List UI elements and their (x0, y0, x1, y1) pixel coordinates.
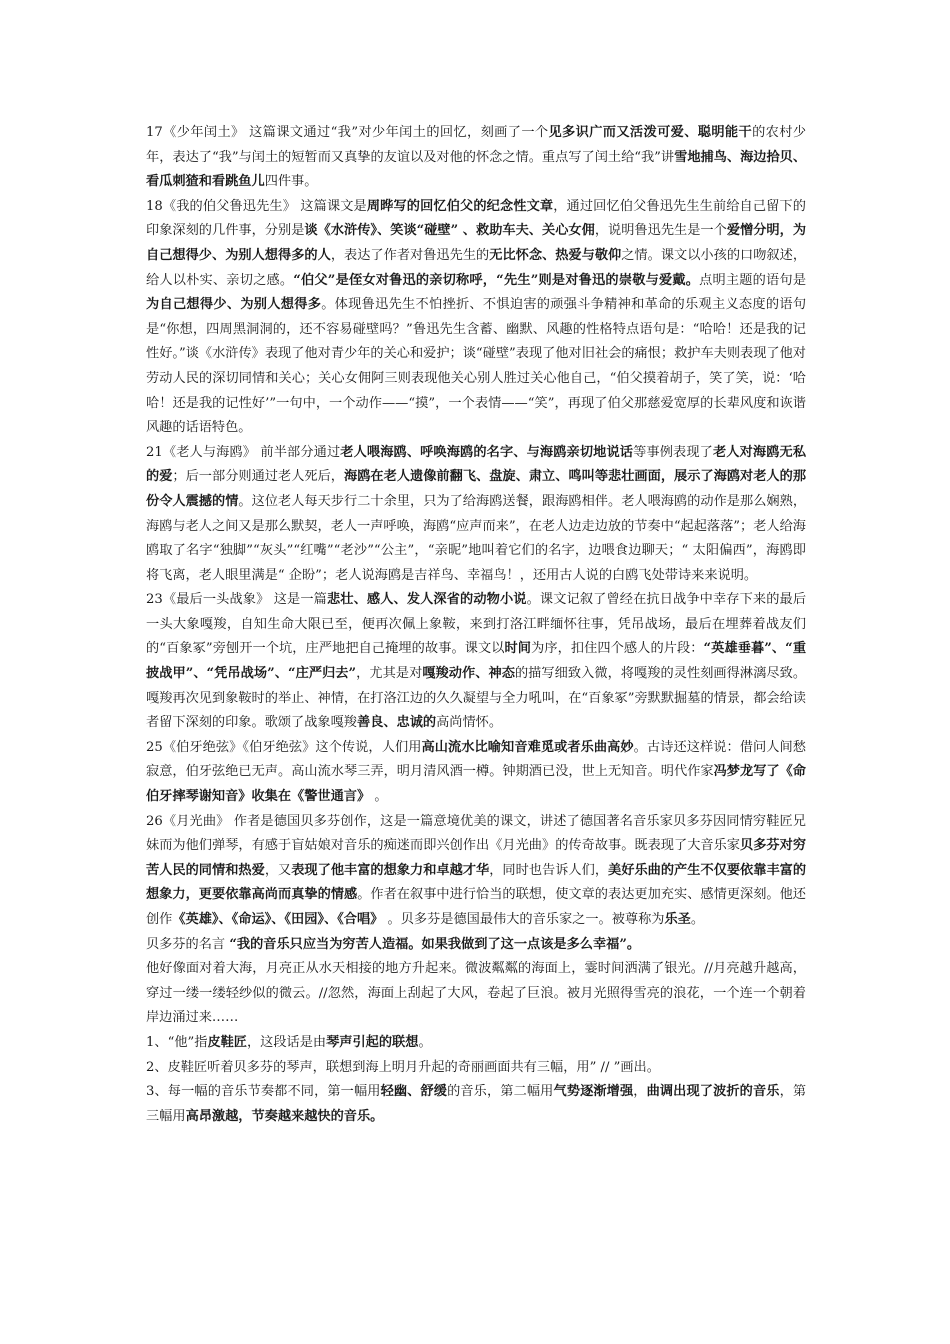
document-body (146, 121, 806, 1129)
bold-text-run: 谈《水浒传》、笑谈“碰壁” 、救助车夫、关心女佣 (304, 223, 595, 239)
bold-text-run: 曲调出现了波折的音乐 (646, 1084, 780, 1100)
text-run: ，这段话是由 (247, 1034, 327, 1050)
text-run: 。 (418, 1034, 432, 1050)
bold-text-run: “英雄垂暮”、“重披战甲”、“凭吊战场”、“庄严归去” (146, 641, 807, 682)
bold-text-run: 气势逐渐增强 (553, 1084, 634, 1100)
para-17-shaonian-runtu (146, 121, 806, 195)
text-run: ，表达了作者对鲁迅先生的 (330, 247, 490, 263)
text-run: 等事例表现了 (633, 444, 713, 460)
text-run: 。古诗还这样说：借问人间愁寂意，伯牙弦绝已无声。高山流水琴三弄，明月清风酒一樽。钟期酒已没，世上无知音。明代作家 (146, 739, 806, 780)
bold-text-run: 嘎羧动作、神态 (422, 666, 515, 682)
para-25-boya-juexian (146, 736, 806, 810)
bold-text-run: 琴声引起的联想 (326, 1034, 419, 1050)
bold-text-run: 爱憎分明，为自己想得少、为别人想得多的人 (146, 223, 807, 263)
text-run: 。体现鲁迅先生不怕挫折、不惧迫害的顽强斗争精神和革命的乐观主义态度的语句是“你想，四周黑洞洞的，还不容易碰壁吗？”鲁迅先生含蓄、幽默、风趣的性格特点语句是：“哈哈！还是我的记性好。”谈《水浒传》表现了他对青少年的关心和爱护；谈“碰壁”表现了他对旧社会的痛恨；救护车夫则表现了他对劳动人民的深切同情和关心；关心女佣阿三则表现他关心别人胜过关心他自己，“伯父摸着胡子，笑了笑，说：‘哈哈！还是我的记性好’”一句中，一个动作——“摸”，一个表情——“笑”，再现了伯父那慈爱宽厚的长辈风度和诙谐风趣的话语特色。 (146, 297, 807, 436)
para-question-1 (146, 1031, 806, 1056)
text-run: 1、“他”指 (146, 1034, 208, 1050)
bold-text-run: 乐圣 (664, 912, 691, 927)
para-26-yueguangqu (146, 810, 806, 933)
text-run: ，通过回忆伯父鲁迅先生生前给自己留下的印象深刻的几件事，分别是 (146, 198, 806, 239)
bold-text-run: 雪地捕鸟、海边拾贝、看瓜刺猹和看跳鱼儿 (146, 149, 807, 190)
para-18-wode-bofu (146, 195, 806, 441)
para-question-3 (146, 1080, 806, 1129)
text-run: ；后一部分则通过老人死后， (172, 469, 345, 485)
text-run: 点明主题的语句是 (699, 272, 807, 288)
text-run: 18《我的伯父鲁迅先生》 这篇课文是 (146, 198, 367, 214)
text-run: 。贝多芬是德国最伟大的音乐家之一。被尊称为 (383, 912, 665, 927)
para-21-laoren-haiou (146, 441, 806, 589)
para-23-zuihou-zhanxiang (146, 588, 806, 736)
text-run: ， (633, 1084, 647, 1100)
bold-text-run: 无比怀念、热爱与敬仰 (489, 247, 622, 263)
text-run: 。 (370, 789, 388, 805)
text-run: 25《伯牙绝弦》《伯牙绝弦》这个传说，人们用 (146, 739, 422, 755)
bold-text-run: 老人对海鸥无私的爱 (146, 444, 807, 485)
bold-text-run: 时间 (504, 641, 532, 657)
text-run: 2、皮鞋匠听着贝多芬的琴声，联想到海上明月升起的奇丽画面共有三幅，用” // ”画出。 (146, 1059, 660, 1075)
text-run: 3、每一幅的音乐节奏都不同，第一幅用 (146, 1084, 381, 1100)
text-run: ，第三幅用 (146, 1084, 807, 1124)
text-run: 为序，扣住四个感人的片段： (531, 641, 704, 657)
text-run: ，又 (264, 862, 292, 878)
bold-text-run: 高山流水比喻知音难觅或者乐曲高妙 (421, 739, 634, 755)
para-question-2 (146, 1056, 806, 1081)
bold-text-run: 见多识广而又活泼可爱、聪明能干 (548, 125, 753, 140)
text-run: 四件事。 (264, 174, 318, 190)
bold-text-run: 贝多芬对穷苦人民的同情和热爱 (146, 838, 807, 878)
bold-text-run: 轻幽、舒缓 (380, 1084, 448, 1100)
text-run: 17《少年闰土》 这篇课文通过“我”对少年闰土的回忆，刻画了一个 (146, 125, 549, 140)
bold-text-run: 冯梦龙写了《命伯牙摔琴谢知音》收集在《警世通言》 (146, 764, 806, 805)
text-run: 。作者在叙事中进行恰当的联想，使文章的表达更加充实、感情更深刻。他还创作 (146, 887, 806, 927)
text-run: 贝多芬的名言 (146, 936, 230, 952)
text-run: ，尤其是对 (356, 666, 423, 682)
bold-text-run: “伯父”是侄女对鲁迅的亲切称呼，“先生”则是对鲁迅的崇敬与爱戴。 (293, 272, 700, 288)
bold-text-run: 表现了他丰富的想象力和卓越才华 (291, 862, 490, 878)
para-beethoven-quote (146, 933, 806, 958)
bold-text-run: 为自己想得少、为别人想得多 (146, 297, 322, 313)
bold-text-run: 美好乐曲的产生不仅要依靠丰富的想象力，更要依靠高尚而真挚的情感 (146, 862, 807, 903)
text-run: ，同时也告诉人们， (489, 862, 609, 878)
bold-text-run: 皮鞋匠 (207, 1034, 247, 1050)
bold-text-run: 海鸥在老人遗像前翻飞、盘旋、肃立、鸣叫等悲壮画面，展示了海鸥对老人的那份令人震撼的情 (146, 469, 807, 509)
text-run: 。课文记叙了曾经在抗日战争中幸存下来的最后一头大象嘎羧，自知生命大限已至，便再次佩上象鞍，来到打洛江畔缅怀往事，凭吊战场，最后在埋葬着战友们的“百象冢”旁刨开一个坑，庄严地把自己掩埋的故事。课文以 (146, 592, 807, 657)
text-run: 。 (690, 912, 705, 927)
text-run: 。这位老人每天步行二十余里，只为了给海鸥送餐，跟海鸥相伴。老人喂海鸥的动作是那么娴熟，海鸥与老人之间又是那么默契，老人一声呼唤，海鸥“应声而来”，在老人边走边放的节奏中“起起落落”；老人给海鸥取了名字“独脚”“灰头”“红嘴”“老沙”“公主”，“亲昵”地叫着它们的名字，边喂食边聊天；“ 太阳偏西”，海鸥即将飞离，老人眼里满是“ 企盼”；老人说海鸥是吉祥鸟、幸福鸟！，还用古人说的白鸥飞处带诗来来说明。 (146, 493, 807, 583)
text-run: ，说明鲁迅先生是一个 (594, 223, 727, 239)
bold-text-run: “我的音乐只应当为穷苦人造福。如果我做到了这一点该是多么幸福”。 (229, 936, 641, 952)
bold-text-run: 周晔写的回忆伯父的纪念性文章 (366, 198, 554, 214)
bold-text-run: 高昂激越，节奏越来越快的音乐。 (185, 1108, 384, 1124)
text-run: 之情。课文以小孩的口吻叙述，给人以朴实、亲切之感。 (146, 247, 807, 288)
bold-text-run: 善良、忠诚的 (357, 715, 437, 731)
text-run: 23《最后一头战象》 这是一篇 (146, 592, 327, 608)
text-run: 他好像面对着大海，月亮正从水天相接的地方升起来。微波粼粼的海面上，霎时间洒满了银光。//月亮越升越高，穿过一缕一缕轻纱似的微云。//忽然，海面上刮起了大风，卷起了巨浪。被月光照得雪亮的浪花，一个连一个朝着岸边涌过来…… (146, 961, 806, 1026)
text-run: 的描写细致入微，将嘎羧的灵性刻画得淋漓尽致。嘎羧再次见到象鞍时的举止、神情，在打洛江边的久久凝望与全力吼叫，在“百象冢”旁默默掘墓的情景，都会给读者留下深刻的印象。歌颂了战象嘎羧 (146, 666, 807, 731)
text-run: 高尚情怀。 (436, 715, 503, 731)
bold-text-run: 《英雄》、《命运》、《田园》、《合唱》 (172, 912, 384, 927)
text-run: 21《老人与海鸥》 前半部分通过 (146, 444, 341, 460)
text-run: 的农村少年，表达了“我”与闰土的短暂而又真挚的友谊以及对他的怀念之情。重点写了闰土给“我”讲 (146, 125, 807, 165)
bold-text-run: 悲壮、感人、发人深省的动物小说 (326, 592, 527, 608)
para-excerpt (146, 957, 806, 1031)
text-run: 26《月光曲》 作者是德国贝多芬创作，这是一篇意境优美的课文，讲述了德国著名音乐家贝多芬因同情穷鞋匠兄妹而为他们弹琴，有感于盲姑娘对音乐的痴迷而即兴创作出《月光曲》的传奇故事。既表现了大音乐家 (146, 813, 806, 854)
bold-text-run: 老人喂海鸥、呼唤海鸥的名字、与海鸥亲切地说话 (340, 444, 634, 460)
text-run: 的音乐，第二幅用 (447, 1084, 554, 1100)
